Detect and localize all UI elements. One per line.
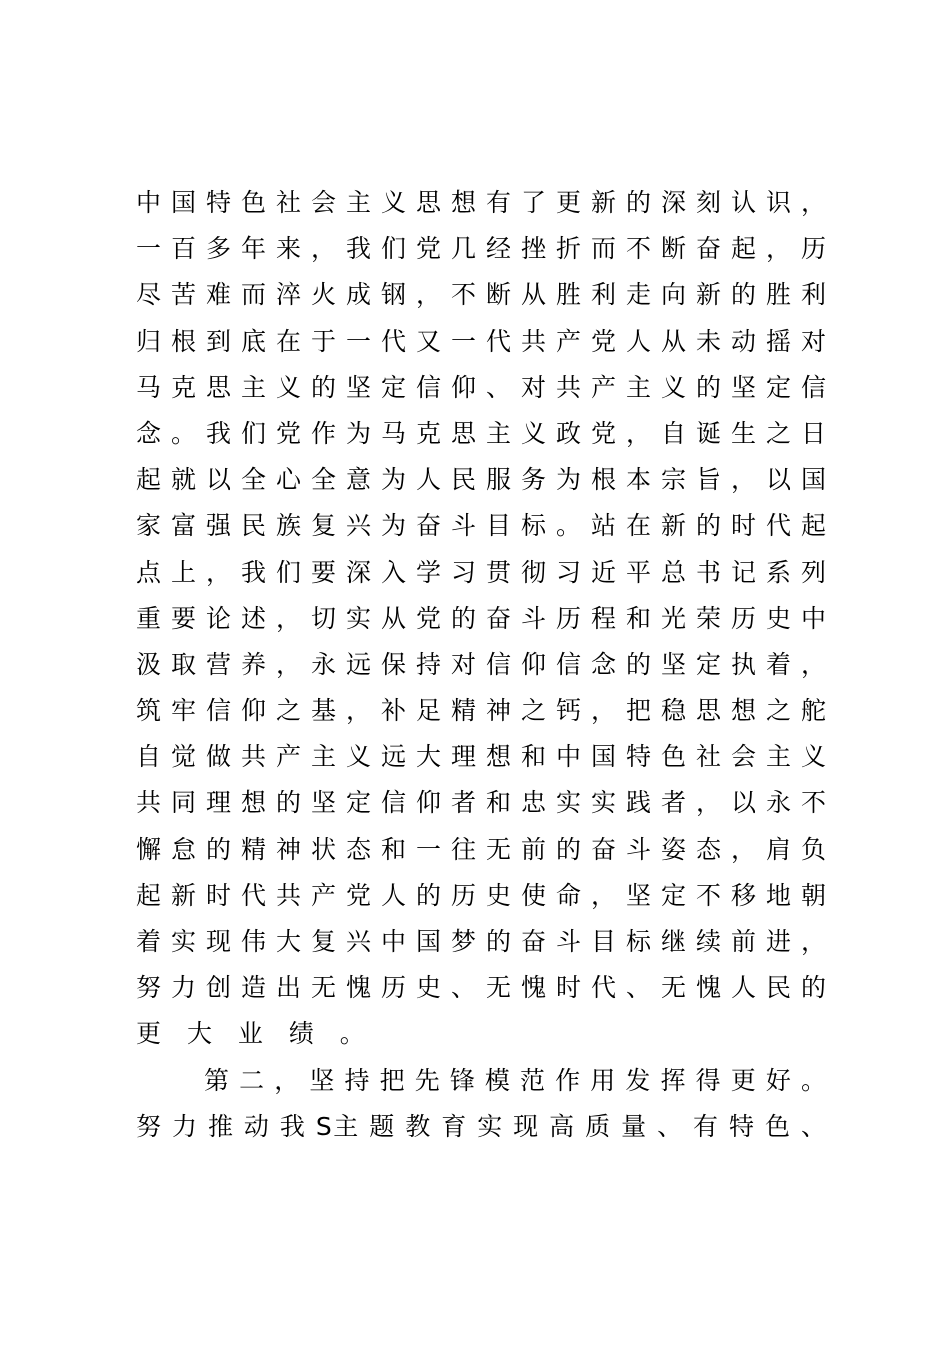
text-line-18: 努 力 创 造 出 无 愧 历 史 、 无 愧 时 代 、 无 愧 人 民 的	[136, 973, 826, 1003]
text-line-12: 筑 牢 信 仰 之 基 ， 补 足 精 神 之 钙 ， 把 稳 思 想 之 舵	[136, 696, 826, 726]
text-line-13: 自 觉 做 共 产 主 义 远 大 理 想 和 中 国 特 色 社 会 主 义	[136, 742, 826, 772]
text-line-19: 更 大 业 绩 。	[136, 1019, 374, 1049]
text-line-5: 马 克 思 主 义 的 坚 定 信 仰 、 对 共 产 主 义 的 坚 定 信	[136, 372, 826, 402]
text-line-7: 起 就 以 全 心 全 意 为 人 民 服 务 为 根 本 宗 旨 ， 以 国	[136, 465, 826, 495]
text-line-4: 归 根 到 底 在 于 一 代 又 一 代 共 产 党 人 从 未 动 摇 对	[136, 326, 826, 356]
text-line-14: 共 同 理 想 的 坚 定 信 仰 者 和 忠 实 实 践 者 ， 以 永 不	[136, 788, 826, 818]
body-text	[136, 180, 826, 1150]
text-line-1: 中 国 特 色 社 会 主 义 思 想 有 了 更 新 的 深 刻 认 识 ，	[136, 188, 826, 217]
text-line-10: 重 要 论 述 ， 切 实 从 党 的 奋 斗 历 程 和 光 荣 历 史 中	[136, 603, 826, 633]
text-line-3: 尽 苦 难 而 淬 火 成 钢 ， 不 断 从 胜 利 走 向 新 的 胜 利	[136, 280, 826, 310]
text-line-20: 第 二 ， 坚 持 把 先 锋 模 范 作 用 发 挥 得 更 好 。	[204, 1065, 826, 1095]
text-line-2: 一 百 多 年 来 ， 我 们 党 几 经 挫 折 而 不 断 奋 起 ， 历	[136, 234, 826, 264]
text-line-17: 着 实 现 伟 大 复 兴 中 国 梦 的 奋 斗 目 标 继 续 前 进 ，	[136, 927, 826, 956]
text-line-9: 点 上 ， 我 们 要 深 入 学 习 贯 彻 习 近 平 总 书 记 系 列	[136, 557, 826, 587]
text-line-8: 家 富 强 民 族 复 兴 为 奋 斗 目 标 。 站 在 新 的 时 代 起	[136, 511, 826, 541]
text-line-21: 努 力 推 动 我 S主 题 教 育 实 现 高 质 量 、 有 特 色 、	[136, 1111, 826, 1141]
text-line-16: 起 新 时 代 共 产 党 人 的 历 史 使 命 ， 坚 定 不 移 地 朝	[136, 880, 826, 910]
text-line-15: 懈 怠 的 精 神 状 态 和 一 往 无 前 的 奋 斗 姿 态 ， 肩 负	[136, 834, 826, 864]
text-line-6: 念 。 我 们 党 作 为 马 克 思 主 义 政 党 ， 自 诞 生 之 日	[136, 418, 826, 448]
text-line-11: 汲 取 营 养 ， 永 远 保 持 对 信 仰 信 念 的 坚 定 执 着 ，	[136, 649, 826, 679]
